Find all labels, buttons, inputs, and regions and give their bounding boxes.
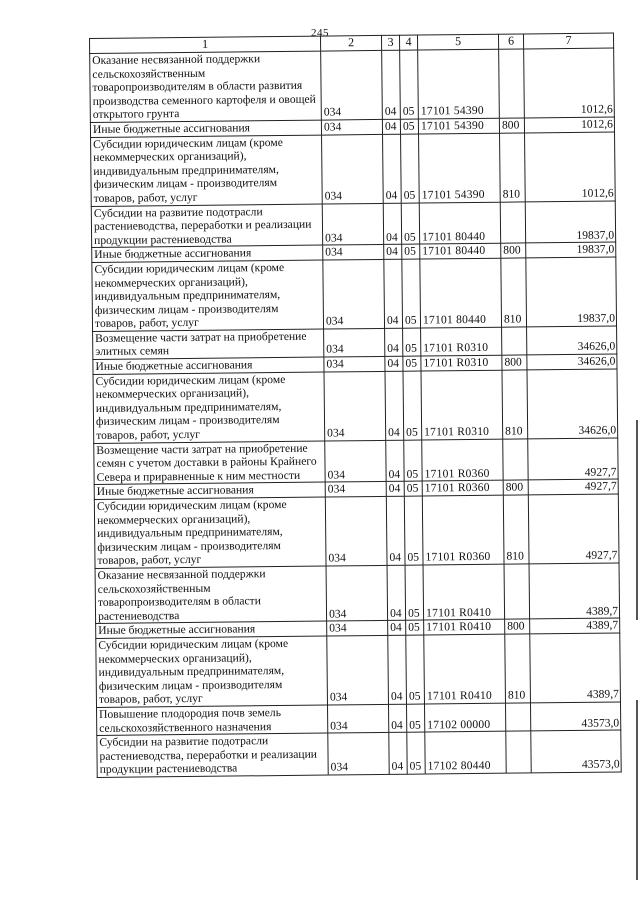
table-row [92, 257, 617, 331]
table-row [91, 132, 616, 206]
col-target-code: 17101 54390 [418, 49, 500, 119]
col-amount: 4389,7 [529, 563, 620, 619]
col-section: 04 [387, 565, 406, 621]
col-amount: 43573,0 [531, 730, 621, 773]
col-name: Иные бюджетные ассигнования [92, 245, 323, 262]
col-gov-code: 034 [327, 704, 388, 733]
col-section: 04 [389, 732, 407, 774]
budget-table-body [90, 33, 622, 777]
col-section: 04 [388, 621, 406, 636]
col-name: Иные бюджетные ассигнования [93, 357, 324, 374]
col-expense-type [506, 731, 531, 773]
col-subsection: 05 [403, 371, 422, 440]
col-target-code: 17102 00000 [424, 703, 505, 732]
col-target-code: 17101 R0360 [422, 439, 503, 482]
col-name: Субсидии юридическим лицам (кроме некоммерческих организаций), индивидуальным предпринимателям, физическим лицам - производителям товаров, работ, услуг [94, 497, 326, 568]
table-row [95, 563, 620, 624]
col-amount: 4927,7 [528, 479, 618, 495]
table-row [96, 633, 621, 707]
col-gov-code: 034 [326, 565, 388, 621]
table-row [93, 369, 618, 443]
col-gov-code: 034 [322, 134, 384, 204]
col-name: Иные бюджетные ассигнования [96, 621, 327, 638]
column-header-1: 1 [90, 36, 321, 53]
col-target-code: 17101 R0410 [423, 564, 505, 620]
col-expense-type: 800 [505, 619, 530, 634]
col-expense-type: 810 [503, 495, 529, 564]
col-amount: 4927,7 [528, 494, 619, 564]
col-name: Субсидии юридическим лицам (кроме некоммерческих организаций), индивидуальным предпринимателям, физическим лицам - производителям товаров, работ, услуг [92, 260, 324, 331]
col-gov-code: 034 [325, 482, 386, 497]
col-amount: 4389,7 [530, 633, 621, 703]
col-subsection: 05 [406, 620, 424, 635]
col-name: Возмещение части затрат на приобретение семян с учетом доставки в районы Крайнего Севера и приравненные к ним местности [94, 441, 325, 485]
col-target-code: 17101 54390 [418, 118, 499, 133]
col-target-code: 17101 R0360 [422, 495, 504, 565]
col-amount: 1012,6 [524, 117, 614, 133]
col-amount: 34626,0 [527, 354, 617, 370]
col-expense-type: 810 [505, 634, 531, 703]
col-amount: 19837,0 [525, 201, 615, 244]
col-amount: 34626,0 [527, 326, 617, 355]
col-subsection: 05 [401, 134, 420, 203]
col-target-code: 17101 80440 [420, 244, 501, 259]
column-header-6: 6 [498, 34, 523, 49]
col-section: 04 [388, 635, 407, 704]
col-name: Иные бюджетные ассигнования [90, 120, 321, 137]
col-expense-type [503, 439, 528, 481]
col-expense-type: 810 [501, 258, 527, 327]
col-gov-code: 034 [325, 440, 386, 482]
col-target-code: 17101 R0310 [421, 327, 502, 356]
col-amount: 19837,0 [526, 257, 617, 327]
col-section: 04 [386, 482, 404, 497]
col-subsection: 05 [406, 704, 424, 732]
table-row [90, 48, 615, 122]
column-header-7: 7 [523, 33, 613, 49]
col-gov-code: 034 [321, 119, 382, 134]
col-section: 04 [383, 203, 401, 245]
col-amount: 1012,6 [524, 48, 615, 118]
col-subsection: 05 [401, 203, 419, 245]
col-subsection: 05 [407, 732, 425, 774]
table-row [97, 730, 621, 777]
col-gov-code: 034 [324, 371, 386, 441]
col-section: 04 [386, 440, 404, 482]
col-expense-type: 800 [501, 243, 526, 258]
col-expense-type [504, 564, 530, 620]
col-expense-type: 800 [499, 118, 524, 133]
col-subsection: 05 [403, 356, 421, 371]
budget-table [89, 33, 622, 778]
col-amount: 1012,6 [525, 132, 616, 202]
col-amount: 4927,7 [528, 438, 618, 481]
col-amount: 43573,0 [530, 702, 620, 731]
col-section: 04 [384, 259, 403, 328]
col-amount: 34626,0 [527, 369, 618, 439]
page-number: 245 [311, 27, 329, 39]
col-target-code: 17101 54390 [419, 133, 501, 203]
column-header-2: 2 [320, 35, 381, 51]
col-target-code: 17101 R0310 [421, 370, 503, 440]
col-subsection: 05 [404, 481, 422, 496]
col-expense-type: 800 [502, 355, 527, 370]
col-subsection: 05 [406, 635, 425, 704]
col-expense-type: 810 [502, 370, 528, 439]
scan-edge-mark [636, 700, 638, 880]
col-section: 04 [385, 356, 403, 371]
col-section: 04 [388, 704, 406, 732]
col-name: Оказание несвязанной поддержки сельскохозяйственным товаропроизводителям в области растениеводства [95, 566, 327, 624]
table-row [94, 494, 619, 568]
col-expense-type: 810 [500, 133, 526, 202]
col-section: 04 [384, 245, 402, 260]
col-section: 04 [385, 371, 404, 440]
col-name: Субсидии юридическим лицам (кроме некоммерческих организаций), индивидуальным предпринимателям, физическим лицам - производителям товаров, работ, услуг [93, 372, 325, 443]
col-amount: 19837,0 [526, 242, 616, 258]
col-expense-type: 800 [503, 480, 528, 495]
col-amount: 4389,7 [530, 618, 620, 634]
col-target-code: 17101 80440 [419, 202, 500, 245]
col-expense-type [500, 201, 525, 243]
col-target-code: 17101 80440 [420, 258, 502, 328]
col-target-code: 17101 R0410 [424, 634, 506, 704]
col-name: Возмещение части затрат на приобретение элитных семян [93, 329, 324, 360]
col-target-code: 17101 R0310 [421, 355, 502, 370]
col-gov-code: 034 [324, 356, 385, 371]
col-section: 04 [382, 50, 401, 119]
table-row [94, 438, 618, 485]
col-subsection: 05 [404, 440, 422, 482]
col-name: Субсидии на развитие подотрасли растениеводства, переработки и реализации продукции растениеводства [97, 733, 328, 777]
col-section: 04 [382, 119, 400, 134]
table-row [91, 201, 615, 248]
col-name: Иные бюджетные ассигнования [94, 482, 325, 499]
col-target-code: 17101 R0360 [422, 481, 503, 496]
col-name: Оказание несвязанной поддержки сельскохозяйственным товаропроизводителям в области развития производства семенного картофеля и овощей открытого грунта [90, 51, 322, 122]
col-subsection: 05 [403, 328, 421, 356]
column-header-3: 3 [381, 35, 399, 50]
col-subsection: 05 [400, 119, 418, 134]
col-gov-code: 034 [324, 328, 385, 357]
col-gov-code: 034 [325, 496, 387, 566]
col-expense-type [505, 703, 530, 731]
col-target-code: 17101 R0410 [424, 620, 505, 635]
col-section: 04 [386, 496, 405, 565]
col-expense-type [502, 327, 527, 355]
col-subsection: 05 [404, 496, 423, 565]
col-section: 04 [383, 134, 402, 203]
col-target-code: 17102 80440 [425, 731, 506, 774]
col-gov-code: 034 [327, 635, 389, 705]
col-subsection: 05 [405, 565, 424, 621]
col-subsection: 05 [402, 259, 421, 328]
col-name: Субсидии юридическим лицам (кроме некоммерческих организаций), индивидуальным предпринимателям, физическим лицам - производителям товаров, работ, услуг [91, 135, 323, 206]
col-gov-code: 034 [328, 732, 389, 774]
column-header-4: 4 [399, 35, 417, 50]
col-name: Субсидии на развитие подотрасли растениеводства, переработки и реализации продукции растениеводства [91, 204, 322, 248]
col-gov-code: 034 [322, 203, 383, 245]
col-name: Субсидии юридическим лицам (кроме некоммерческих организаций), индивидуальным предпринимателям, физическим лицам - производителям товаров, работ, услуг [96, 636, 328, 707]
col-gov-code: 034 [323, 245, 384, 260]
col-section: 04 [385, 328, 403, 356]
column-header-5: 5 [417, 34, 498, 50]
col-gov-code: 034 [323, 259, 385, 329]
col-expense-type [499, 49, 525, 118]
scan-edge-mark [636, 420, 638, 620]
col-subsection: 05 [400, 50, 419, 119]
col-gov-code: 034 [321, 50, 383, 120]
col-subsection: 05 [402, 244, 420, 259]
col-name: Повышение плодородия почв земель сельскохозяйственного назначения [97, 705, 328, 736]
col-gov-code: 034 [327, 621, 388, 636]
